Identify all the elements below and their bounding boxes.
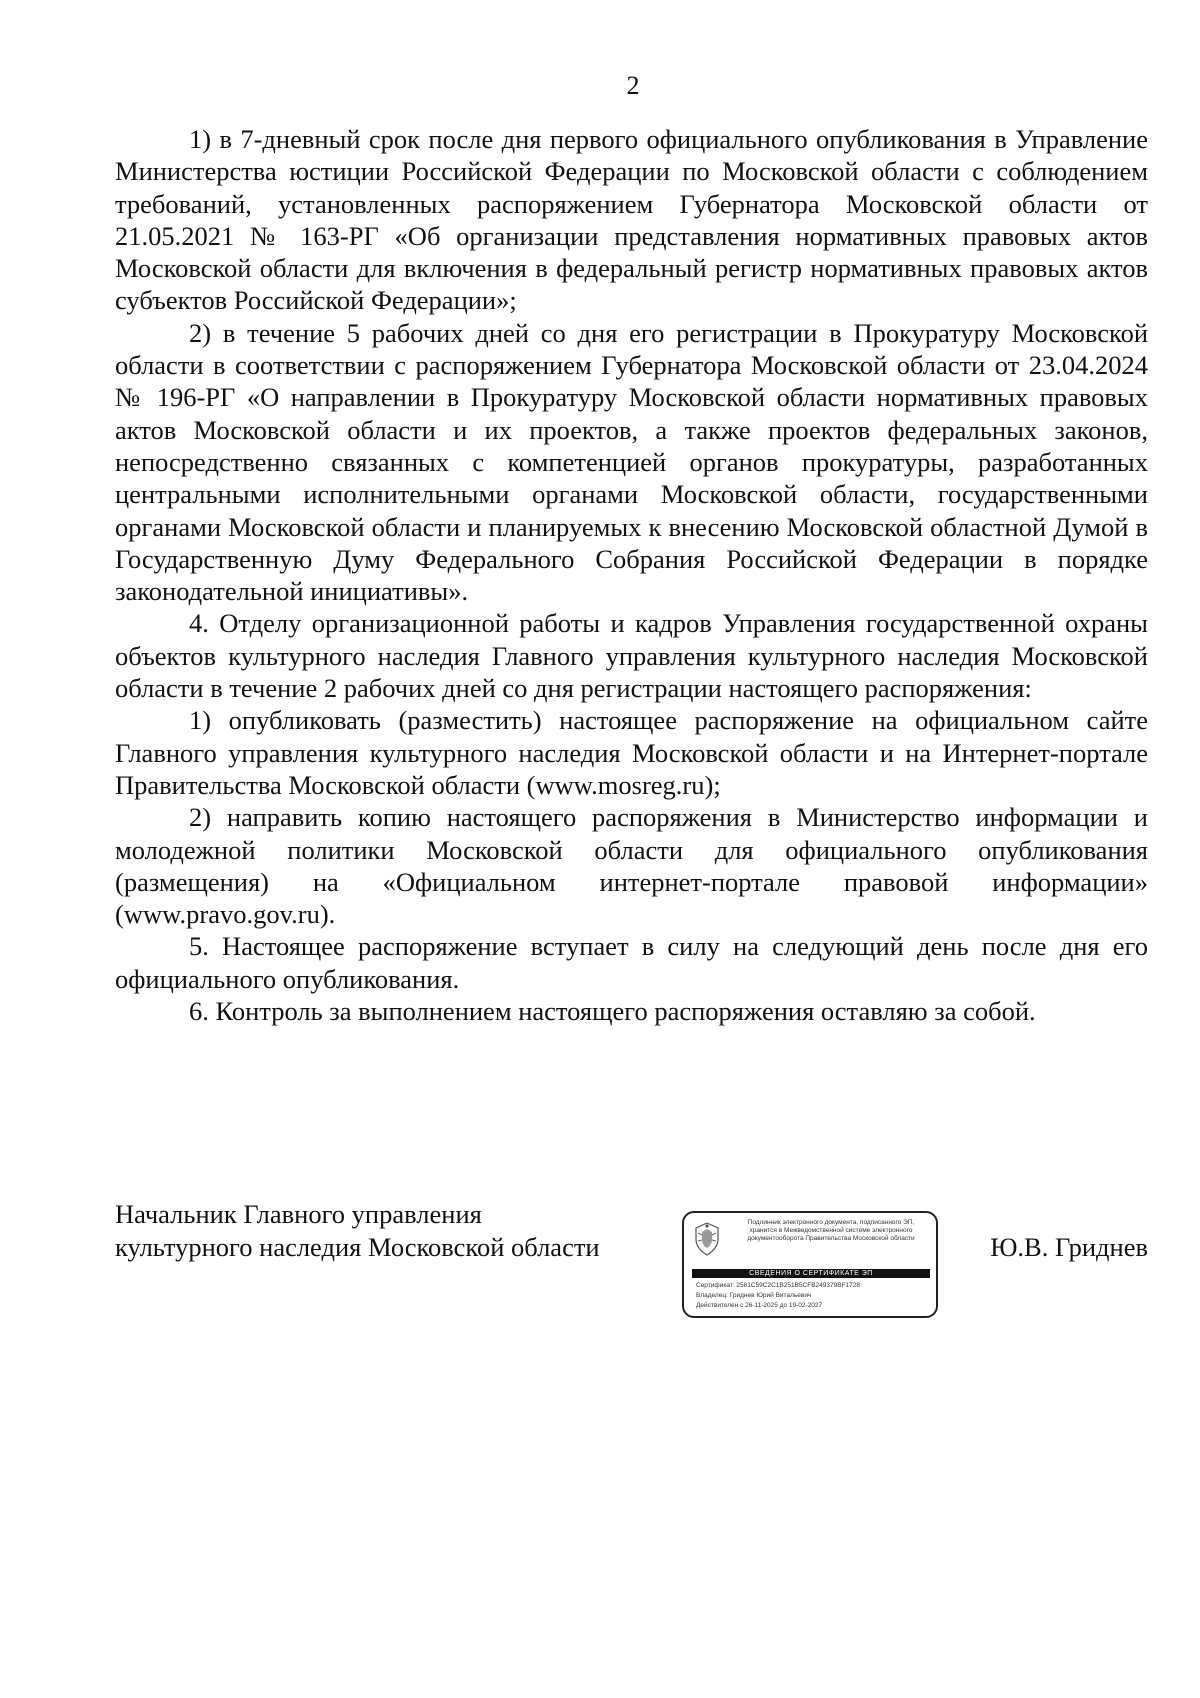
clause-4-1-publish: 1) опубликовать (разместить) настоящее распоряжение на официальном сайте Главного управления культурного наследия Московской области и на Интернет-портале Правительства Московской области (www.mosreg.ru); xyxy=(115,705,1148,800)
position-line-2: культурного наследия Московской области xyxy=(115,1232,600,1262)
signatory-name: Ю.В. Гриднев xyxy=(990,1232,1148,1262)
position-line-1: Начальник Главного управления xyxy=(115,1199,482,1229)
clause-5-effective: 5. Настоящее распоряжение вступает в силу на следующий день после дня его официального опубликования. xyxy=(115,931,1148,994)
clause-1-ministry-justice: 1) в 7-дневный срок после дня первого официального опубликования в Управление Министерства юстиции Российской Федерации по Московской области с соблюдением требований, установленных распоряжением Губернатора Московской области от 21.05.2021 № 163-РГ «Об организации представления нормативных правовых актов Московской области для включения в федеральный регистр нормативных правовых актов субъектов Российской Федерации»; xyxy=(115,124,1148,316)
certificate-owner: Владелец: Гриднев Юрий Витальевич xyxy=(696,1292,812,1299)
clause-6-control: 6. Контроль за выполнением настоящего распоряжения оставляю за собой. xyxy=(189,996,1036,1027)
stamp-notice: Подлинник электронного документа, подписанного ЭП, хранится в Межведомственной системе электронного документооборота Правительства Московской области xyxy=(747,1219,915,1242)
clause-4-department: 4. Отделу организационной работы и кадров Управления государственной охраны объектов культурного наследия Главного управления культурного наследия Московской области в течение 2 рабочих дней со дня регистрации настоящего распоряжения: xyxy=(115,608,1148,704)
certificate-details xyxy=(696,1281,932,1311)
page-number: 2 xyxy=(626,71,640,100)
clause-4-2-send-copy: 2) направить копию настоящего распоряжения в Министерство информации и молодежной политики Московской области для официального опубликования (размещения) на «Официальном интернет-портале правовой информации» (www.pravo.gov.ru). xyxy=(115,802,1148,930)
electronic-signature-stamp xyxy=(682,1211,938,1318)
clause-2-prosecutor: 2) в течение 5 рабочих дней со дня его регистрации в Прокуратуру Московской области в соответствии с распоряжением Губернатора Московской области от 23.04.2024 № 196-РГ «О направлении в Прокуратуру Московской области нормативных правовых актов Московской области и их проектов, а также проектов федеральных законов, непосредственно связанных с компетенцией органов прокуратуры, разработанных центральными исполнительными органами Московской области, государственными органами Московской области и планируемых к внесению Московской областной Думой в Государственную Думу Федерального Собрания Российской Федерации в порядке законодательной инициативы». xyxy=(115,317,1148,607)
signatory-position xyxy=(115,1198,600,1264)
certificate-validity: Действителен с 26-11-2025 до 19-02-2027 xyxy=(696,1302,823,1309)
signature-block xyxy=(115,1198,1148,1338)
certificate-header: СВЕДЕНИЯ О СЕРТИФИКАТЕ ЭП xyxy=(692,1269,930,1278)
certificate-number: Сертификат: 2581C59C2C1B251B5CFB249379BF1728 xyxy=(696,1282,861,1289)
coat-of-arms-icon xyxy=(692,1221,722,1257)
document-body xyxy=(115,123,1148,1027)
